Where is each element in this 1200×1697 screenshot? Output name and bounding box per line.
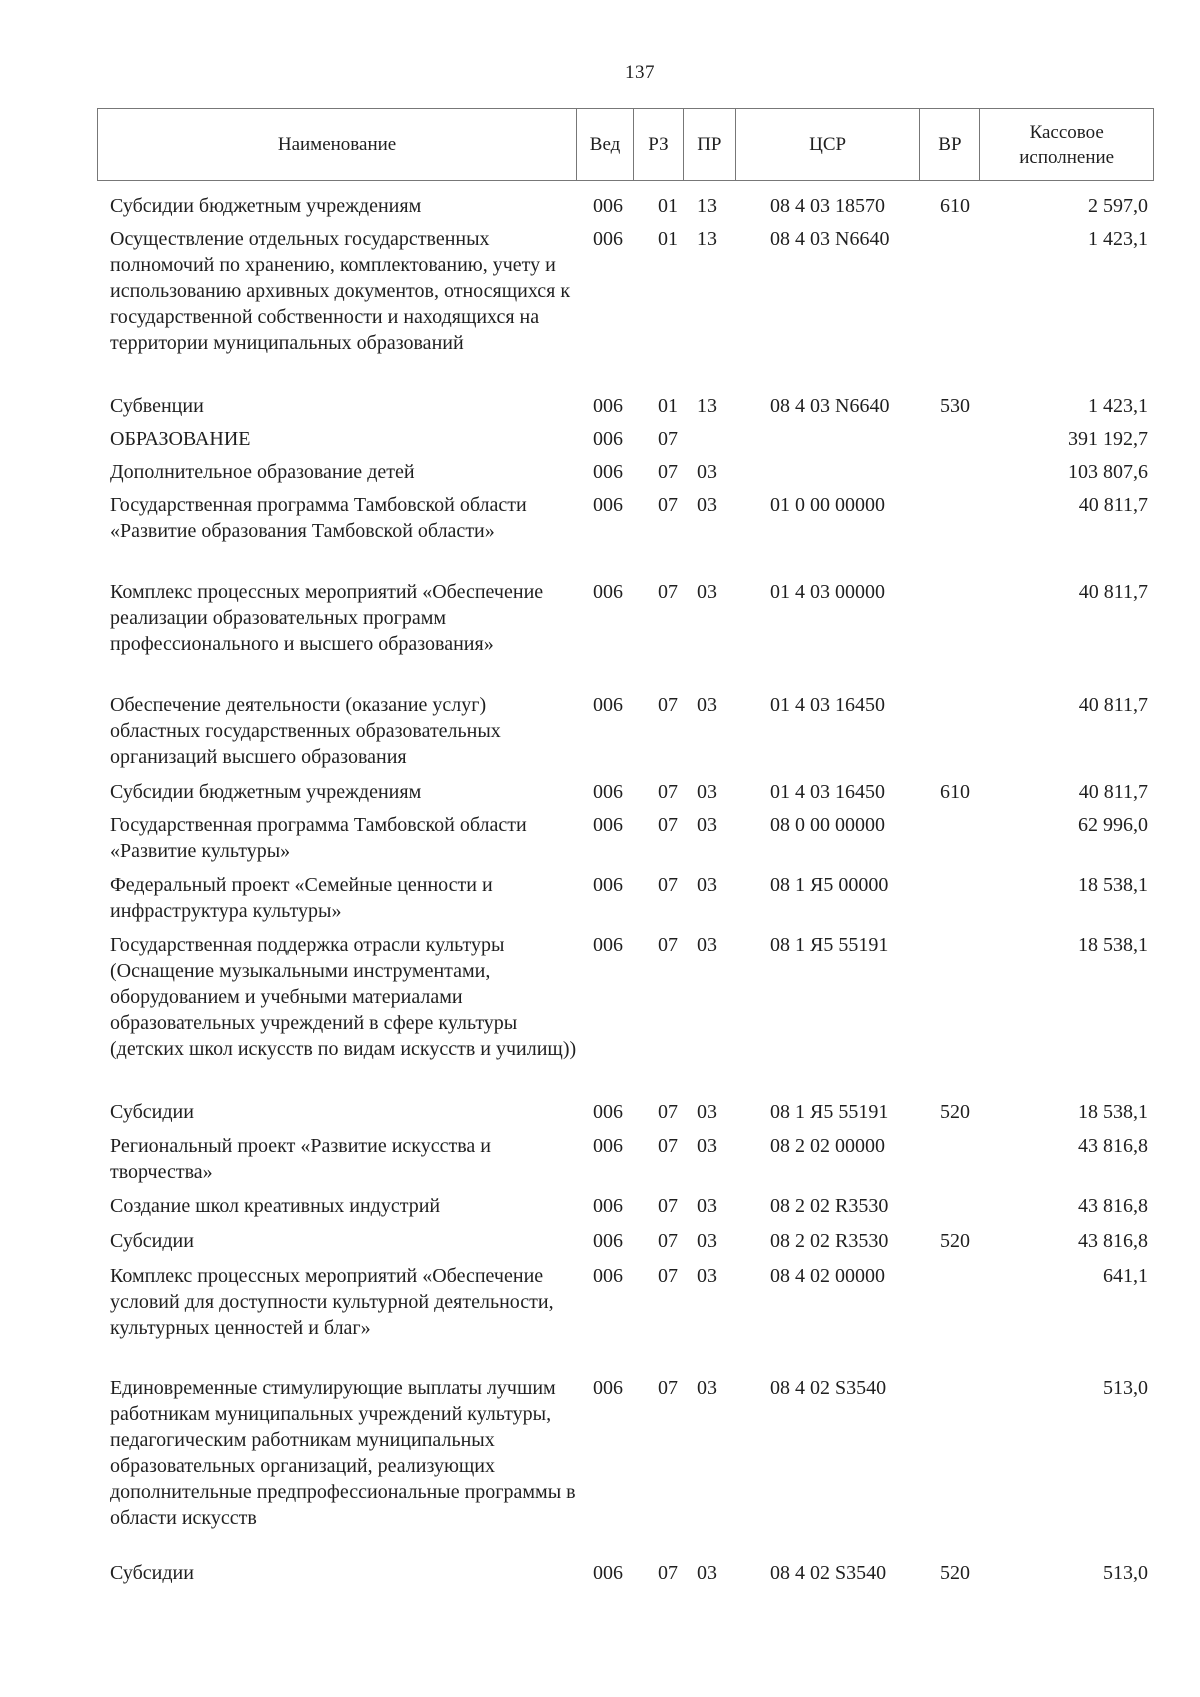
row-rz: 07 (658, 581, 678, 603)
row-vr: 520 (940, 1562, 970, 1584)
row-rz: 07 (658, 1195, 678, 1217)
row-ved: 006 (593, 1195, 623, 1217)
row-sum: 43 816,8 (1078, 1195, 1148, 1217)
row-sum: 1 423,1 (1088, 395, 1148, 417)
row-name: Субсидии бюджетным учреждениям (110, 781, 422, 803)
row-pr: 03 (697, 1230, 717, 1252)
header-ved: Вед (577, 109, 634, 180)
row-name: Комплекс процессных мероприятий «Обеспечение реализации образовательных программ профессионального и высшего образования» (110, 581, 544, 655)
row-ved: 006 (593, 428, 623, 450)
row-sum: 18 538,1 (1078, 1101, 1148, 1123)
row-name: Государственная поддержка отрасли культуры (Оснащение музыкальными инструментами, оборудованием и учебными материалами образовательных учреждений в сфере культуры (детских школ искусств по видам искусств и училищ)) (110, 934, 577, 1060)
row-ved: 006 (593, 1101, 623, 1123)
row-name: Субсидии (110, 1101, 194, 1123)
row-pr: 03 (697, 874, 717, 896)
row-ved: 006 (593, 195, 623, 217)
row-pr: 03 (697, 694, 717, 716)
row-rz: 07 (658, 694, 678, 716)
row-pr: 03 (697, 1265, 717, 1287)
row-ved: 006 (593, 694, 623, 716)
header-rz: РЗ (634, 109, 684, 180)
row-pr: 03 (697, 1135, 717, 1157)
row-sum: 43 816,8 (1078, 1135, 1148, 1157)
row-sum: 513,0 (1103, 1562, 1148, 1584)
row-vr: 610 (940, 195, 970, 217)
row-rz: 07 (658, 1562, 678, 1584)
row-vr: 530 (940, 395, 970, 417)
row-csr: 08 4 02 S3540 (770, 1562, 887, 1584)
row-pr: 03 (697, 581, 717, 603)
row-rz: 07 (658, 1230, 678, 1252)
row-name: Дополнительное образование детей (110, 461, 415, 483)
header-csr: ЦСР (736, 109, 921, 180)
row-vr: 610 (940, 781, 970, 803)
row-vr: 520 (940, 1230, 970, 1252)
row-pr: 03 (697, 1377, 717, 1399)
header-pr: ПР (684, 109, 736, 180)
row-name: Единовременные стимулирующие выплаты лучшим работникам муниципальных учреждений культуры, педагогическим работникам муниципальных образовательных организаций, реализующих дополнительные предпрофессиональные программы в области искусств (110, 1377, 576, 1529)
row-csr: 08 1 Я5 55191 (770, 1101, 889, 1123)
row-rz: 07 (658, 781, 678, 803)
row-ved: 006 (593, 934, 623, 956)
row-pr: 03 (697, 934, 717, 956)
row-csr: 01 0 00 00000 (770, 494, 885, 516)
row-csr: 08 4 02 00000 (770, 1265, 885, 1287)
row-csr: 08 4 03 18570 (770, 195, 885, 217)
row-pr: 03 (697, 781, 717, 803)
row-sum: 40 811,7 (1078, 494, 1148, 516)
row-csr: 08 0 00 00000 (770, 814, 885, 836)
row-rz: 01 (658, 395, 678, 417)
row-name: Субсидии (110, 1230, 194, 1252)
row-ved: 006 (593, 814, 623, 836)
row-pr: 13 (697, 228, 717, 250)
header-sum: Кассовое исполнение (1019, 121, 1115, 168)
row-name: Региональный проект «Развитие искусства и творчества» (110, 1135, 491, 1183)
row-name: Создание школ креативных индустрий (110, 1195, 441, 1217)
row-pr: 03 (697, 494, 717, 516)
row-ved: 006 (593, 1265, 623, 1287)
row-ved: 006 (593, 1562, 623, 1584)
row-sum: 40 811,7 (1078, 781, 1148, 803)
row-pr: 03 (697, 1101, 717, 1123)
row-pr: 03 (697, 1195, 717, 1217)
row-sum: 62 996,0 (1078, 814, 1148, 836)
row-sum: 513,0 (1103, 1377, 1148, 1399)
row-csr: 01 4 03 16450 (770, 694, 885, 716)
row-ved: 006 (593, 461, 623, 483)
row-name: Обеспечение деятельности (оказание услуг) областных государственных образовательных организаций высшего образования (110, 694, 501, 768)
row-ved: 006 (593, 228, 623, 250)
row-sum: 43 816,8 (1078, 1230, 1148, 1252)
row-csr: 01 4 03 16450 (770, 781, 885, 803)
row-name: Субвенции (110, 395, 204, 417)
row-rz: 07 (658, 494, 678, 516)
row-pr: 03 (697, 814, 717, 836)
row-name: Субсидии бюджетным учреждениям (110, 195, 422, 217)
row-csr: 08 2 02 R3530 (770, 1195, 889, 1217)
table-header (97, 108, 1154, 181)
row-pr: 13 (697, 395, 717, 417)
row-rz: 01 (658, 228, 678, 250)
row-rz: 07 (658, 428, 678, 450)
row-csr: 08 4 03 N6640 (770, 395, 890, 417)
row-rz: 07 (658, 934, 678, 956)
row-pr: 03 (697, 1562, 717, 1584)
row-csr: 08 1 Я5 55191 (770, 934, 889, 956)
row-name: Комплекс процессных мероприятий «Обеспечение условий для доступности культурной деятельности, культурных ценностей и благ» (110, 1265, 554, 1339)
row-sum: 1 423,1 (1088, 228, 1148, 250)
row-ved: 006 (593, 581, 623, 603)
row-ved: 006 (593, 494, 623, 516)
row-rz: 07 (658, 1101, 678, 1123)
row-csr: 08 2 02 00000 (770, 1135, 885, 1157)
row-ved: 006 (593, 874, 623, 896)
row-ved: 006 (593, 1377, 623, 1399)
row-sum: 18 538,1 (1078, 934, 1148, 956)
row-sum: 40 811,7 (1078, 581, 1148, 603)
row-csr: 08 2 02 R3530 (770, 1230, 889, 1252)
row-rz: 07 (658, 1135, 678, 1157)
row-csr: 08 1 Я5 00000 (770, 874, 889, 896)
row-ved: 006 (593, 1230, 623, 1252)
row-rz: 07 (658, 1265, 678, 1287)
row-pr: 13 (697, 195, 717, 217)
row-sum: 103 807,6 (1068, 461, 1148, 483)
row-sum: 18 538,1 (1078, 874, 1148, 896)
row-ved: 006 (593, 781, 623, 803)
row-vr: 520 (940, 1101, 970, 1123)
header-vr: ВР (920, 109, 980, 180)
page-number: 137 (625, 62, 655, 83)
row-ved: 006 (593, 395, 623, 417)
row-csr: 08 4 03 N6640 (770, 228, 890, 250)
row-name: Осуществление отдельных государственных полномочий по хранению, комплектованию, учету и использованию архивных документов, относящихся к государственной собственности и находящихся на территории муниципальных образований (110, 228, 571, 354)
row-rz: 01 (658, 195, 678, 217)
row-name: Государственная программа Тамбовской области «Развитие культуры» (110, 814, 527, 862)
row-name: Федеральный проект «Семейные ценности и инфраструктура культуры» (110, 874, 493, 922)
row-name: ОБРАЗОВАНИЕ (110, 428, 251, 450)
row-sum: 641,1 (1103, 1265, 1148, 1287)
row-name: Государственная программа Тамбовской области «Развитие образования Тамбовской области» (110, 494, 527, 542)
row-pr: 03 (697, 461, 717, 483)
row-rz: 07 (658, 814, 678, 836)
row-rz: 07 (658, 874, 678, 896)
row-sum: 40 811,7 (1078, 694, 1148, 716)
row-rz: 07 (658, 1377, 678, 1399)
row-ved: 006 (593, 1135, 623, 1157)
row-name: Субсидии (110, 1562, 194, 1584)
row-csr: 08 4 02 S3540 (770, 1377, 887, 1399)
row-rz: 07 (658, 461, 678, 483)
header-name: Наименование (98, 109, 577, 180)
row-csr: 01 4 03 00000 (770, 581, 885, 603)
row-sum: 391 192,7 (1068, 428, 1148, 450)
row-sum: 2 597,0 (1088, 195, 1148, 217)
